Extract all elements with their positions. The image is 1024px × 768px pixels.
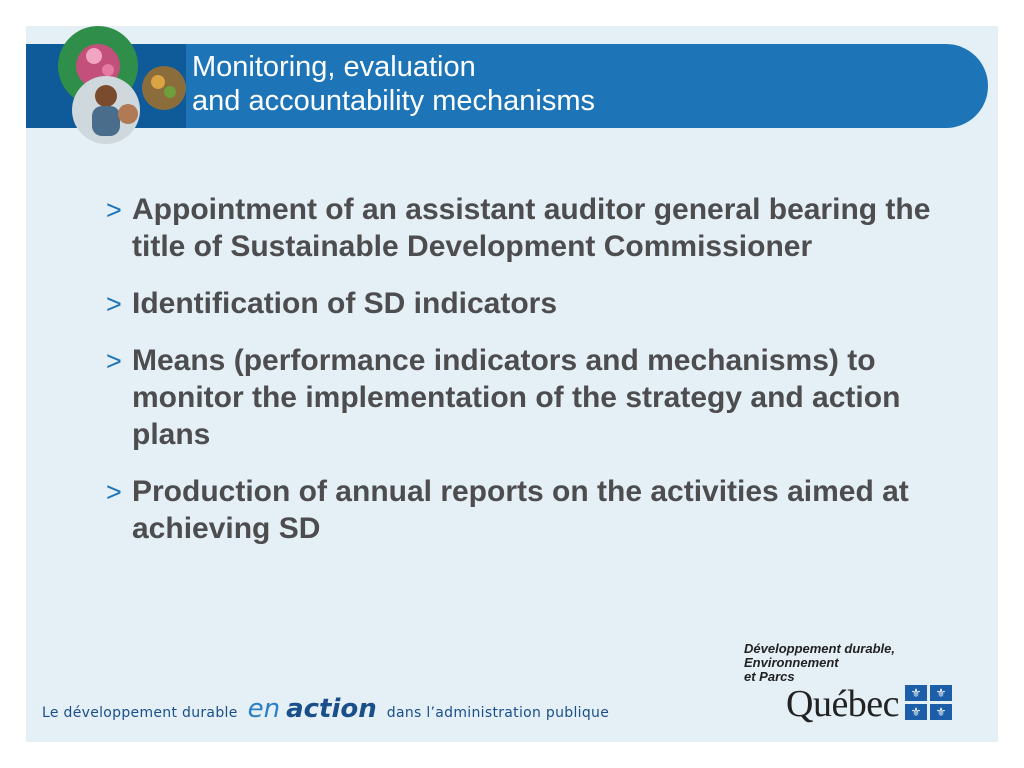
- ministry-line-1: Développement durable,: [744, 641, 895, 656]
- bullet-text: Production of annual reports on the activities aimed at achieving SD: [132, 475, 909, 545]
- ministry-line-2: Environnement: [744, 655, 839, 670]
- fleur-de-lis-icon: ⚜: [905, 685, 927, 701]
- bullet-item: [104, 342, 954, 453]
- bullet-item: [104, 285, 954, 322]
- bullet-item: [104, 473, 954, 547]
- slide: [26, 26, 998, 742]
- title-line-1: Monitoring, evaluation: [192, 51, 476, 83]
- tagline-en: en: [247, 694, 281, 724]
- fleur-de-lis-icon: ⚜: [930, 704, 952, 720]
- quebec-logo: [786, 682, 952, 726]
- bullet-text: Identification of SD indicators: [132, 287, 558, 320]
- quebec-flag-icon: [905, 685, 952, 720]
- title-line-2: and accountability mechanisms: [192, 85, 595, 117]
- tagline-action: action: [286, 694, 377, 724]
- bullet-marker-icon: >: [106, 477, 122, 507]
- bullet-text: Appointment of an assistant auditor general bearing the title of Sustainable Development Commissioner: [132, 193, 931, 263]
- bullet-marker-icon: >: [106, 289, 122, 319]
- photo-collage-image: [36, 26, 196, 146]
- tagline-suffix: dans l’administration publique: [386, 705, 610, 721]
- quebec-wordmark: Québec: [786, 683, 900, 725]
- footer-tagline: [42, 694, 609, 724]
- fleur-de-lis-icon: ⚜: [905, 704, 927, 720]
- tagline-prefix: Le développement durable: [42, 705, 238, 721]
- bullet-marker-icon: >: [106, 346, 122, 376]
- bullet-text: Means (performance indicators and mechanisms) to monitor the implementation of the strategy and action plans: [132, 344, 901, 451]
- bullet-list: [104, 191, 954, 567]
- ministry-line-3: et Parcs: [744, 669, 795, 684]
- bullet-marker-icon: >: [106, 195, 122, 225]
- bullet-item: [104, 191, 954, 265]
- fleur-de-lis-icon: ⚜: [930, 685, 952, 701]
- ministry-name: [744, 642, 895, 684]
- page-title: [192, 50, 595, 118]
